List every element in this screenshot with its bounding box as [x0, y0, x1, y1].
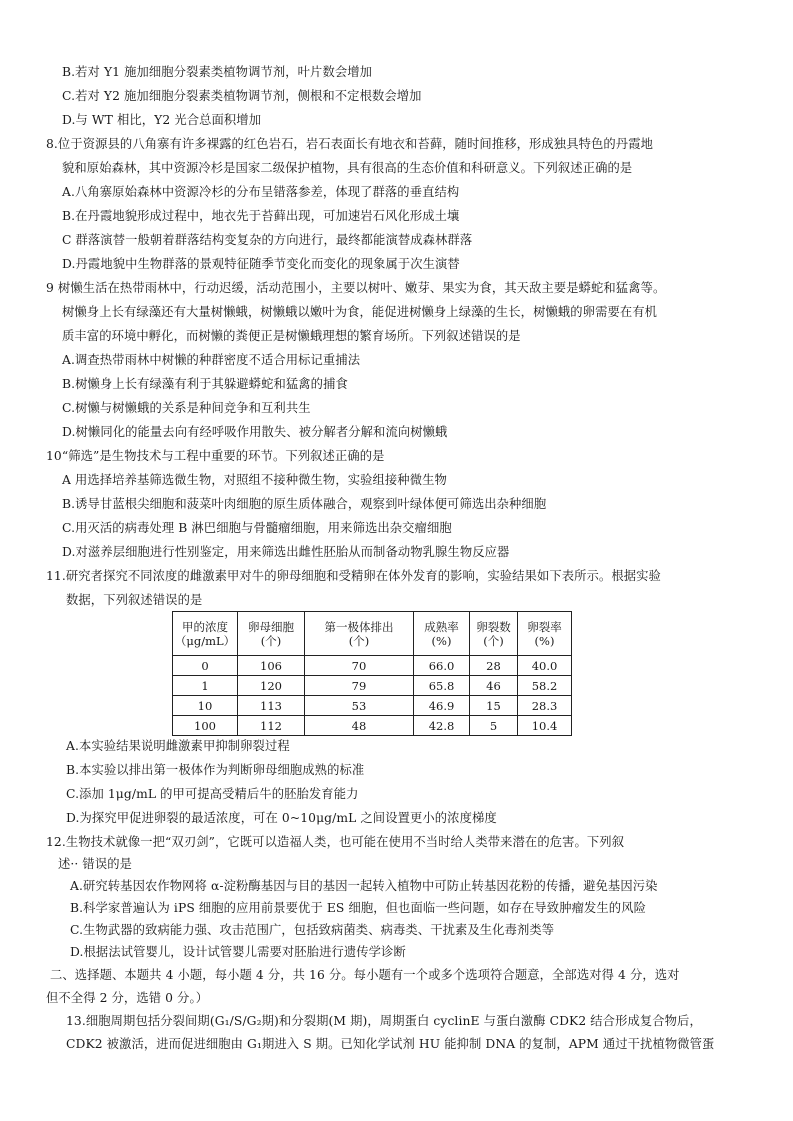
table-cell: 46.9 [414, 696, 470, 716]
table-cell: 113 [238, 696, 305, 716]
q13-stem-line1: 13.细胞周期包括分裂间期(G₁/S/G₂期)和分裂期(M 期)，周期蛋白 cyclinE 与蛋白激酶 CDK2 结合形成复合物后， [66, 1014, 702, 1028]
table-row [173, 696, 572, 716]
section2-heading-line1: 二、选择题、本题共 4 小题，每小题 4 分，共 16 分。每小题有一个或多个选项符合题意，全部选对得 4 分，选对 [50, 968, 680, 982]
q8-option-d: D.丹霞地貌中生物群落的景观特征随季节变化而变化的现象属于次生演替 [62, 257, 460, 271]
table-cell: 70 [305, 656, 414, 676]
q12-option-d: D.根据法试管婴儿，设计试管婴儿需要对胚胎进行遗传学诊断 [70, 945, 406, 959]
q11-stem-line2: 数据，下列叙述错误的是 [66, 593, 203, 607]
table-cell: 48 [305, 716, 414, 736]
table-row [173, 716, 572, 736]
q7-option-d: D.与 WT 相比，Y2 光合总面积增加 [62, 113, 262, 127]
q9-option-d: D.树懒同化的能量去向有经呼吸作用散失、被分解者分解和流向树懒蛾 [62, 425, 448, 439]
table-cell: 0 [173, 656, 238, 676]
q10-option-d: D.对滋养层细胞进行性别鉴定，用来筛选出雌性胚胎从而制备动物乳腺生物反应器 [62, 545, 510, 559]
q12-option-b: B.科学家普遍认为 iPS 细胞的应用前景要优于 ES 细胞，但也面临一些问题，如存在导致肿瘤发生的风险 [70, 901, 646, 915]
table-cell: 5 [470, 716, 518, 736]
q10-option-b: B.诱导甘蓝根尖细胞和菠菜叶肉细胞的原生质体融合，观察到叶绿体便可筛选出杂种细胞 [62, 497, 547, 511]
q12-stem-line1: 12.生物技术就像一把“双刃剑”，它既可以造福人类，也可能在使用不当时给人类带来潜在的危害。下列叙 [46, 835, 625, 849]
q9-stem-line1: 9 树懒生活在热带雨林中，行动迟缓，活动范围小，主要以树叶、嫩芽、果实为食，其天敌主要是蟒蛇和猛禽等。 [46, 281, 666, 295]
table-cell: 46 [470, 676, 518, 696]
q9-option-a: A.调查热带雨林中树懒的种群密度不适合用标记重捕法 [62, 353, 361, 367]
table-cell: 58.2 [518, 676, 572, 696]
q12-stem-line2: 述·· 错误的是 [58, 857, 133, 871]
q8-option-c: C 群落演替一般朝着群落结构变复杂的方向进行，最终都能演替成森林群落 [62, 233, 473, 247]
table-header-cell: 成熟率 (%) [414, 612, 470, 656]
q13-stem-line2: CDK2 被激活，进而促进细胞由 G₁期进入 S 期。已知化学试剂 HU 能抑制 DNA 的复制，APM 通过干扰植物微管蛋 [66, 1037, 715, 1051]
q9-option-b: B.树懒身上长有绿藻有利于其躲避蟒蛇和猛禽的捕食 [62, 377, 348, 391]
q7-option-b: B.若对 Y1 施加细胞分裂素类植物调节剂，叶片数会增加 [62, 65, 373, 79]
q10-option-a: A 用选择培养基筛选微生物，对照组不接种微生物，实验组接种微生物 [62, 473, 447, 487]
table-header-row [173, 612, 572, 656]
q9-stem-line2: 树懒身上长有绿藻还有大量树懒蛾，树懒蛾以嫩叶为食，能促进树懒身上绿藻的生长，树懒蛾的卵需要在有机 [62, 305, 658, 319]
table-cell: 106 [238, 656, 305, 676]
q8-option-b: B.在丹霞地貌形成过程中，地衣先于苔藓出现，可加速岩石风化形成土壤 [62, 209, 460, 223]
table-cell: 1 [173, 676, 238, 696]
q7-option-c: C.若对 Y2 施加细胞分裂素类植物调节剂，侧根和不定根数会增加 [62, 89, 422, 103]
q8-option-a: A.八角寨原始森林中资源冷杉的分布呈错落参差，体现了群落的垂直结构 [62, 185, 460, 199]
table-cell: 15 [470, 696, 518, 716]
table-cell: 112 [238, 716, 305, 736]
table-cell: 53 [305, 696, 414, 716]
table-cell: 66.0 [414, 656, 470, 676]
table-cell: 10.4 [518, 716, 572, 736]
q12-option-c: C.生物武器的致病能力强、攻击范围广，包括致病菌类、病毒类、干扰素及生化毒剂类等 [70, 923, 555, 937]
table-cell: 28.3 [518, 696, 572, 716]
q8-stem-line1: 8.位于资源县的八角寨有许多裸露的红色岩石，岩石表面长有地衣和苔藓，随时间推移，形成独具特色的丹霞地 [46, 137, 653, 151]
q8-stem-line2: 貌和原始森林，其中资源冷杉是国家二级保护植物，具有很高的生态价值和科研意义。下列叙述正确的是 [62, 161, 633, 175]
table-header-cell: 卵母细胞 (个) [238, 612, 305, 656]
table-header-cell: 甲的浓度 （μg/mL） [173, 612, 238, 656]
table-row [173, 676, 572, 696]
table-row [173, 656, 572, 676]
table-cell: 120 [238, 676, 305, 696]
table-cell: 28 [470, 656, 518, 676]
table-cell: 42.8 [414, 716, 470, 736]
q10-option-c: C.用灭活的病毒处理 B 淋巴细胞与骨髓瘤细胞，用来筛选出杂交瘤细胞 [62, 521, 452, 535]
table-cell: 65.8 [414, 676, 470, 696]
q9-stem-line3: 质丰富的环境中孵化，而树懒的粪便正是树懒蛾理想的繁育场所。下列叙述错误的是 [62, 329, 521, 343]
q11-option-a: A.本实验结果说明雌激素甲抑制卵裂过程 [66, 739, 290, 753]
q11-stem-line1: 11.研究者探究不同浓度的雌激素甲对牛的卵母细胞和受精卵在体外发育的影响，实验结果如下表所示。根据实验 [46, 569, 661, 583]
table-cell: 40.0 [518, 656, 572, 676]
table-header-cell: 第一极体排出 (个) [305, 612, 414, 656]
q11-data-table [172, 611, 572, 736]
q11-option-d: D.为探究甲促进卵裂的最适浓度，可在 0~10μg/mL 之间设置更小的浓度梯度 [66, 811, 497, 825]
table-cell: 100 [173, 716, 238, 736]
table-cell: 79 [305, 676, 414, 696]
q12-option-a: A.研究转基因农作物网将 α-淀粉酶基因与目的基因一起转入植物中可防止转基因花粉的传播，避免基因污染 [70, 879, 658, 893]
table-header-cell: 卵裂数 (个) [470, 612, 518, 656]
table-header-cell: 卵裂率 (%) [518, 612, 572, 656]
q11-option-c: C.添加 1μg/mL 的甲可提高受精后牛的胚胎发育能力 [66, 787, 359, 801]
q11-option-b: B.本实验以排出第一极体作为判断卵母细胞成熟的标准 [66, 763, 365, 777]
table-cell: 10 [173, 696, 238, 716]
q10-stem: 10“筛选”是生物技术与工程中重要的环节。下列叙述正确的是 [46, 449, 385, 463]
q9-option-c: C.树懒与树懒蛾的关系是种间竞争和互利共生 [62, 401, 311, 415]
section2-heading-line2: 但不全得 2 分，选错 0 分。） [46, 991, 209, 1005]
